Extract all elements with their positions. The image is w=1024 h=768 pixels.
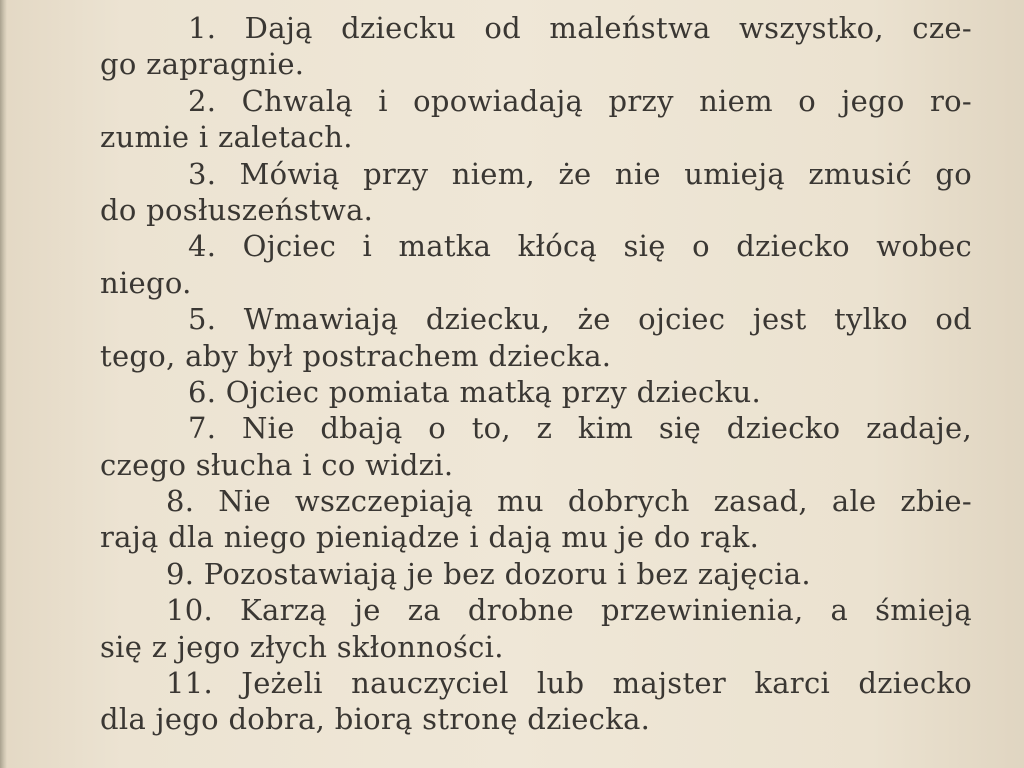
text-line: 3. Mówią przy niem, że nie umieją zmusić go — [188, 156, 972, 191]
text-line: go zapragnie. — [100, 47, 305, 82]
text-line: 5. Wmawiają dziecku, że ojciec jest tylko od — [188, 302, 972, 337]
text-line: 7. Nie dbają o to, z kim się dziecko zadaje, — [188, 411, 972, 446]
text-line: 10. Karzą je za drobne przewinienia, a śmieją — [166, 593, 972, 628]
text-line: 6. Ojciec pomiata matką przy dziecku. — [188, 374, 761, 409]
text-line: 9. Pozostawiają je bez dozoru i bez zajęcia. — [166, 556, 811, 591]
text-line: 4. Ojciec i matka kłócą się o dziecko wobec — [188, 229, 972, 264]
text-line: 2. Chwalą i opowiadają przy niem o jego ro- — [188, 83, 972, 118]
text-line: czego słucha i co widzi. — [100, 447, 454, 482]
text-line: rają dla niego pieniądze i dają mu je do rąk. — [100, 520, 760, 555]
text-line: 1. Dają dziecku od maleństwa wszystko, cze- — [188, 11, 972, 45]
text-block — [100, 10, 972, 738]
text-line: 8. Nie wszczepiają mu dobrych zasad, ale zbie- — [166, 484, 972, 519]
text-line: tego, aby był postrachem dziecka. — [100, 338, 612, 373]
text-line: dla jego dobra, biorą stronę dziecka. — [100, 702, 651, 737]
text-line: 11. Jeżeli nauczyciel lub majster karci dziecko — [166, 666, 972, 701]
page-left-edge — [0, 0, 7, 768]
text-line: niego. — [100, 265, 192, 300]
text-line: zumie i zaletach. — [100, 120, 353, 155]
text-line: do posłuszeństwa. — [100, 192, 374, 227]
text-line: się z jego złych skłonności. — [100, 629, 504, 664]
